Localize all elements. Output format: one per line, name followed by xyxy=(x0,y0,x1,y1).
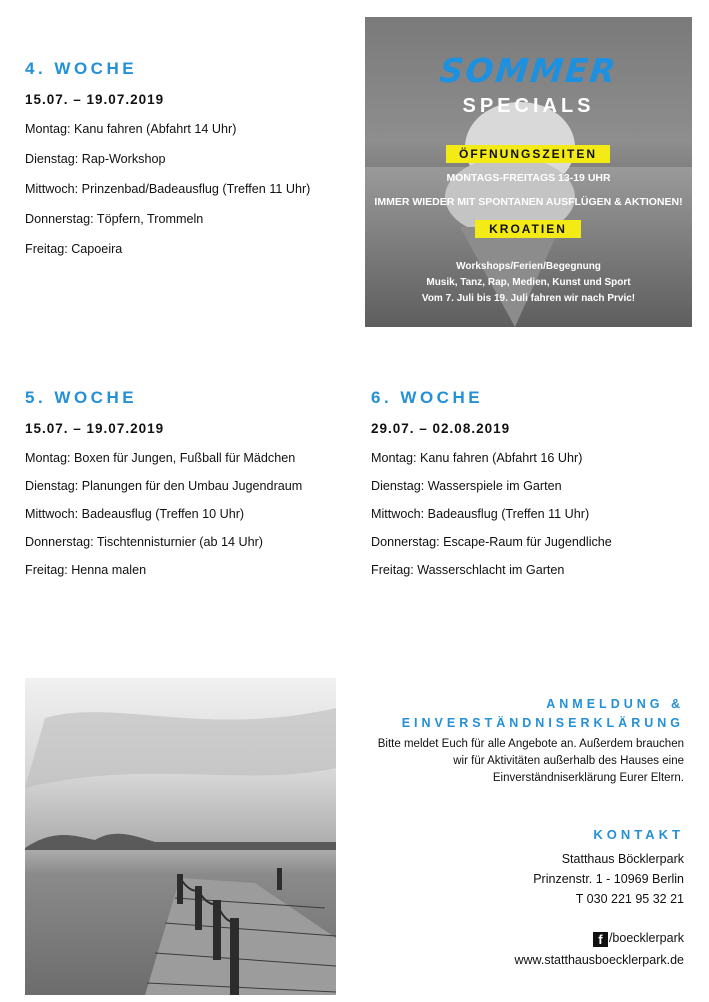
week-4-wednesday: Mittwoch: Prinzenbad/Badeausflug (Treffen 11 Uhr) xyxy=(25,182,311,196)
week-5-tuesday: Dienstag: Planungen für den Umbau Jugendraum xyxy=(25,479,303,493)
week-5-monday: Montag: Boxen für Jungen, Fußball für Mädchen xyxy=(25,451,296,465)
week-6-tuesday: Dienstag: Wasserspiele im Garten xyxy=(371,479,562,493)
week-5-date: 15.07. – 19.07.2019 xyxy=(25,421,165,436)
opening-hours: MONTAGS-FREITAGS 13-19 UHR xyxy=(446,172,611,184)
poster-subtitle: SPECIALS xyxy=(462,95,595,117)
week-4-date: 15.07. – 19.07.2019 xyxy=(25,92,165,107)
week-6-friday: Freitag: Wasserschlacht im Garten xyxy=(371,563,565,577)
poster-title: SOMMER xyxy=(437,51,620,90)
poster-line-3: Vom 7. Juli bis 19. Juli fahren wir nach Prvic! xyxy=(421,293,636,304)
contact-phone: T 030 221 95 32 21 xyxy=(575,892,684,906)
week-5-thursday: Donnerstag: Tischtennisturnier (ab 14 Uhr) xyxy=(25,535,263,549)
registration-heading-2: EINVERSTÄNDNISERKLÄRUNG xyxy=(401,716,684,730)
registration-heading-1: ANMELDUNG & xyxy=(546,697,684,711)
poster-line-1: Workshops/Ferien/Begegnung xyxy=(456,261,601,272)
website-link[interactable]: www.statthausboecklerpark.de xyxy=(514,953,684,967)
week-5-friday: Freitag: Henna malen xyxy=(25,563,147,577)
poster-line-2: Musik, Tanz, Rap, Medien, Kunst und Sport xyxy=(426,277,631,288)
week-4-thursday: Donnerstag: Töpfern, Trommeln xyxy=(25,212,204,226)
week-6-monday: Montag: Kanu fahren (Abfahrt 16 Uhr) xyxy=(371,451,583,465)
week-5-section xyxy=(25,388,302,589)
registration-text: Bitte meldet Euch für alle Angebote an. Außerdem brauchen wir für Aktivitäten außerhalb des Hauses eine Einverständniserklärung Eurer Eltern. xyxy=(377,738,684,784)
facebook-link[interactable]: f /boecklerpark xyxy=(593,930,684,947)
contact-name: Statthaus Böcklerpark xyxy=(561,852,684,866)
week-6-thursday: Donnerstag: Escape-Raum für Jugendliche xyxy=(371,535,612,549)
week-4-friday: Freitag: Capoeira xyxy=(25,242,123,256)
pier-photo xyxy=(25,678,336,995)
contact-address: Prinzenstr. 1 - 10969 Berlin xyxy=(533,872,684,886)
week-6-date: 29.07. – 02.08.2019 xyxy=(371,421,511,436)
facebook-icon: f xyxy=(593,932,608,947)
week-6-section xyxy=(371,388,612,589)
week-4-title: 4. WOCHE xyxy=(25,59,138,78)
week-6-wednesday: Mittwoch: Badeausflug (Treffen 11 Uhr) xyxy=(371,507,590,521)
summer-specials-poster xyxy=(365,17,692,327)
week-5-wednesday: Mittwoch: Badeausflug (Treffen 10 Uhr) xyxy=(25,507,245,521)
croatia-label: KROATIEN xyxy=(475,220,581,238)
week-4-section xyxy=(25,59,310,270)
week-5-title: 5. WOCHE xyxy=(25,388,138,407)
week-4-monday: Montag: Kanu fahren (Abfahrt 14 Uhr) xyxy=(25,122,237,136)
opening-hours-label: ÖFFNUNGSZEITEN xyxy=(446,145,610,163)
pier-illustration xyxy=(25,678,336,995)
week-6-title: 6. WOCHE xyxy=(371,388,484,407)
poster-activities-note: IMMER WIEDER MIT SPONTANEN AUSFLÜGEN & AKTIONEN! xyxy=(374,196,683,208)
week-4-tuesday: Dienstag: Rap-Workshop xyxy=(25,152,166,166)
contact-heading: KONTAKT xyxy=(593,827,684,842)
